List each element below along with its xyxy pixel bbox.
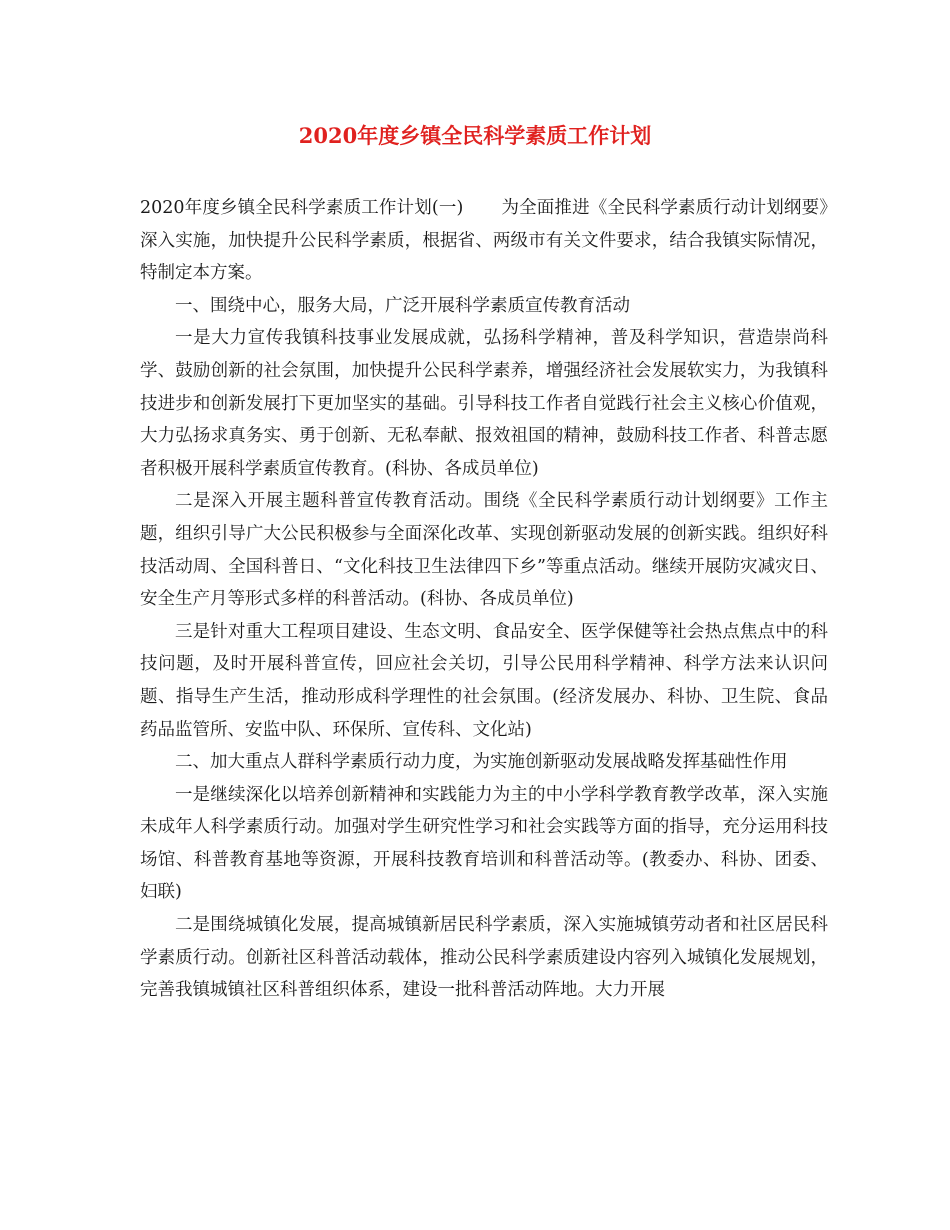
section-heading-1: 一、围绕中心，服务大局，广泛开展科学素质宣传教育活动 <box>175 295 630 316</box>
section-heading-2: 二、加大重点人群科学素质行动力度，为实施创新驱动发展战略发挥基础性作用 <box>175 752 788 773</box>
document-title: 2020年度乡镇全民科学素质工作计划 <box>298 123 652 148</box>
body-paragraph: 二是围绕城镇化发展，提高城镇新居民科学素质，深入实施城镇劳动者和社区居民科学素质行动。创新社区科普活动载体，推动公民科学素质建设内容列入城镇化发展规划，完善我镇城镇社区科普组织体系，建设一批科普活动阵地。大力开展 <box>140 915 828 1001</box>
intro-heading: 2020年度乡镇全民科学素质工作计划(一) <box>140 198 464 218</box>
body-paragraph: 二是深入开展主题科普宣传教育活动。围绕《全民科学素质行动计划纲要》工作主题，组织引导广大公民积极参与全面深化改革、实现创新驱动发展的创新实践。组织好科技活动周、全国科普日、“文化科技卫生法律四下乡”等重点活动。继续开展防灾减灾日、安全生产月等形式多样的科普活动。(科协、各成员单位) <box>140 491 828 610</box>
intro-paragraph <box>140 192 828 290</box>
body-paragraph: 三是针对重大工程项目建设、生态文明、食品安全、医学保健等社会热点焦点中的科技问题，及时开展科普宣传，回应社会关切，引导公民用科学精神、科学方法来认识问题、指导生产生活，推动形成科学理性的社会氛围。(经济发展办、科协、卫生院、食品药品监管所、安监中队、环保所、宣传科、文化站) <box>140 621 828 740</box>
body-paragraph: 一是继续深化以培养创新精神和实践能力为主的中小学科学教育教学改革，深入实施未成年人科学素质行动。加强对学生研究性学习和社会实践等方面的指导，充分运用科技场馆、科普教育基地等资源，开展科技教育培训和科普活动等。(教委办、科协、团委、妇联) <box>140 784 828 903</box>
intro-text: 为全面推进《全民科学素质行动计划纲要》深入实施，加快提升公民科学素质，根据省、两级市有关文件要求，结合我镇实际情况，特制定本方案。 <box>140 198 828 284</box>
document-body <box>140 192 828 1007</box>
body-paragraph: 一是大力宣传我镇科技事业发展成就，弘扬科学精神，普及科学知识，营造崇尚科学、鼓励创新的社会氛围，加快提升公民科学素养，增强经济社会发展软实力，为我镇科技进步和创新发展打下更加坚实的基础。引导科技工作者自觉践行社会主义核心价值观，大力弘扬求真务实、勇于创新、无私奉献、报效祖国的精神，鼓励科技工作者、科普志愿者积极开展科学素质宣传教育。(科协、各成员单位) <box>140 328 828 479</box>
